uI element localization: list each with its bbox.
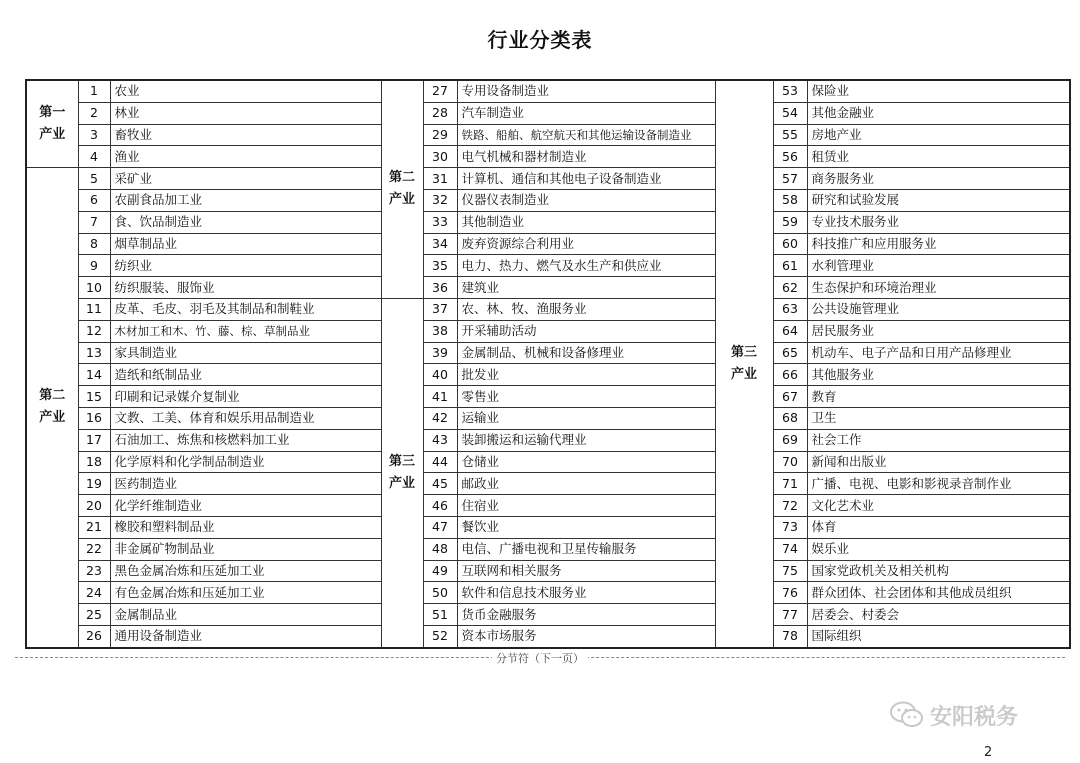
industry-code: 29 (423, 124, 457, 146)
industry-code: 22 (78, 538, 110, 560)
section-break-label (0, 650, 1080, 666)
industry-code: 50 (423, 582, 457, 604)
page-number: 2 (984, 745, 993, 760)
industry-code: 40 (423, 364, 457, 386)
industry-code: 61 (773, 255, 807, 277)
industry-code: 32 (423, 189, 457, 211)
industry-name: 开采辅助活动 (457, 320, 715, 342)
industry-code: 48 (423, 538, 457, 560)
industry-name: 木材加工和木、竹、藤、棕、草制品业 (110, 320, 381, 342)
table-row (26, 386, 1070, 408)
industry-code: 75 (773, 560, 807, 582)
industry-code: 6 (78, 189, 110, 211)
industry-code: 68 (773, 407, 807, 429)
industry-code: 2 (78, 102, 110, 124)
industry-name: 农副食品加工业 (110, 189, 381, 211)
industry-code: 57 (773, 168, 807, 190)
industry-name: 铁路、船舶、航空航天和其他运输设备制造业 (457, 124, 715, 146)
industry-code: 65 (773, 342, 807, 364)
table-row (26, 429, 1070, 451)
industry-name: 电信、广播电视和卫星传输服务 (457, 538, 715, 560)
industry-name: 娱乐业 (807, 538, 1070, 560)
industry-code: 25 (78, 604, 110, 626)
industry-code: 12 (78, 320, 110, 342)
industry-name: 非金属矿物制品业 (110, 538, 381, 560)
industry-code: 26 (78, 625, 110, 647)
industry-name: 邮政业 (457, 473, 715, 495)
industry-code: 52 (423, 625, 457, 647)
industry-name: 其他金融业 (807, 102, 1070, 124)
industry-name: 造纸和纸制品业 (110, 364, 381, 386)
industry-code: 71 (773, 473, 807, 495)
industry-code: 15 (78, 386, 110, 408)
industry-code: 66 (773, 364, 807, 386)
industry-code: 37 (423, 298, 457, 320)
industry-code: 45 (423, 473, 457, 495)
industry-name: 医药制造业 (110, 473, 381, 495)
industry-code: 72 (773, 495, 807, 517)
table-row (26, 582, 1070, 604)
table-row (26, 211, 1070, 233)
industry-code: 41 (423, 386, 457, 408)
industry-name: 专用设备制造业 (457, 80, 715, 102)
industry-code: 7 (78, 211, 110, 233)
industry-name: 纺织业 (110, 255, 381, 277)
industry-code: 4 (78, 146, 110, 168)
industry-name: 皮革、毛皮、羽毛及其制品和制鞋业 (110, 298, 381, 320)
industry-name: 农业 (110, 80, 381, 102)
industry-code: 21 (78, 516, 110, 538)
industry-name: 废弃资源综合利用业 (457, 233, 715, 255)
industry-name: 采矿业 (110, 168, 381, 190)
industry-name: 有色金属冶炼和压延加工业 (110, 582, 381, 604)
table-row (26, 298, 1070, 320)
industry-name: 零售业 (457, 386, 715, 408)
industry-name: 电气机械和器材制造业 (457, 146, 715, 168)
industry-name: 国家党政机关及相关机构 (807, 560, 1070, 582)
table-row (26, 364, 1070, 386)
industry-name: 畜牧业 (110, 124, 381, 146)
industry-name: 房地产业 (807, 124, 1070, 146)
industry-code: 17 (78, 429, 110, 451)
industry-name: 新闻和出版业 (807, 451, 1070, 473)
industry-code: 10 (78, 277, 110, 299)
table-row (26, 451, 1070, 473)
industry-code: 51 (423, 604, 457, 626)
industry-name: 黑色金属冶炼和压延加工业 (110, 560, 381, 582)
table-row (26, 473, 1070, 495)
table-row (26, 233, 1070, 255)
industry-code: 64 (773, 320, 807, 342)
industry-name: 保险业 (807, 80, 1070, 102)
category-tertiary-b: 第三 产业 (381, 298, 423, 647)
industry-code: 58 (773, 189, 807, 211)
category-primary: 第一 产业 (26, 80, 78, 168)
industry-name: 农、林、牧、渔服务业 (457, 298, 715, 320)
industry-name: 货币金融服务 (457, 604, 715, 626)
industry-name: 渔业 (110, 146, 381, 168)
industry-name: 家具制造业 (110, 342, 381, 364)
industry-name: 运输业 (457, 407, 715, 429)
industry-name: 教育 (807, 386, 1070, 408)
industry-name: 化学原料和化学制品制造业 (110, 451, 381, 473)
industry-name: 科技推广和应用服务业 (807, 233, 1070, 255)
table-row (26, 538, 1070, 560)
industry-code: 63 (773, 298, 807, 320)
industry-code: 70 (773, 451, 807, 473)
watermark (890, 695, 1018, 735)
industry-name: 通用设备制造业 (110, 625, 381, 647)
industry-name: 烟草制品业 (110, 233, 381, 255)
industry-name: 文教、工美、体育和娱乐用品制造业 (110, 407, 381, 429)
industry-name: 石油加工、炼焦和核燃料加工业 (110, 429, 381, 451)
industry-code: 11 (78, 298, 110, 320)
table-row (26, 625, 1070, 647)
industry-code: 60 (773, 233, 807, 255)
category-secondary-b: 第二 产业 (381, 80, 423, 298)
industry-code: 59 (773, 211, 807, 233)
industry-code: 31 (423, 168, 457, 190)
industry-name: 其他服务业 (807, 364, 1070, 386)
industry-name: 电力、热力、燃气及水生产和供应业 (457, 255, 715, 277)
industry-name: 卫生 (807, 407, 1070, 429)
industry-code: 44 (423, 451, 457, 473)
industry-name: 公共设施管理业 (807, 298, 1070, 320)
industry-name: 建筑业 (457, 277, 715, 299)
industry-name: 水利管理业 (807, 255, 1070, 277)
industry-name: 金属制品业 (110, 604, 381, 626)
industry-name: 软件和信息技术服务业 (457, 582, 715, 604)
industry-name: 体育 (807, 516, 1070, 538)
industry-name: 批发业 (457, 364, 715, 386)
industry-name: 文化艺术业 (807, 495, 1070, 517)
industry-name: 林业 (110, 102, 381, 124)
industry-classification-table (25, 79, 1071, 649)
table-row (26, 146, 1070, 168)
industry-name: 纺织服装、服饰业 (110, 277, 381, 299)
wechat-icon (890, 701, 924, 729)
industry-name: 其他制造业 (457, 211, 715, 233)
industry-code: 5 (78, 168, 110, 190)
table-row (26, 124, 1070, 146)
table-row (26, 320, 1070, 342)
industry-code: 9 (78, 255, 110, 277)
industry-code: 28 (423, 102, 457, 124)
industry-code: 67 (773, 386, 807, 408)
industry-code: 49 (423, 560, 457, 582)
industry-code: 78 (773, 625, 807, 647)
category-secondary-a: 第二 产业 (26, 168, 78, 648)
industry-code: 39 (423, 342, 457, 364)
industry-code: 46 (423, 495, 457, 517)
industry-code: 56 (773, 146, 807, 168)
table-row (26, 255, 1070, 277)
industry-name: 广播、电视、电影和影视录音制作业 (807, 473, 1070, 495)
industry-code: 30 (423, 146, 457, 168)
industry-name: 印刷和记录媒介复制业 (110, 386, 381, 408)
category-tertiary-c: 第三 产业 (715, 80, 773, 648)
table-row (26, 80, 1070, 102)
industry-code: 35 (423, 255, 457, 277)
industry-code: 36 (423, 277, 457, 299)
industry-name: 资本市场服务 (457, 625, 715, 647)
industry-code: 19 (78, 473, 110, 495)
industry-name: 群众团体、社会团体和其他成员组织 (807, 582, 1070, 604)
industry-code: 34 (423, 233, 457, 255)
industry-code: 76 (773, 582, 807, 604)
industry-code: 1 (78, 80, 110, 102)
industry-code: 14 (78, 364, 110, 386)
industry-code: 18 (78, 451, 110, 473)
industry-name: 社会工作 (807, 429, 1070, 451)
industry-name: 装卸搬运和运输代理业 (457, 429, 715, 451)
industry-code: 54 (773, 102, 807, 124)
table-row (26, 407, 1070, 429)
industry-code: 8 (78, 233, 110, 255)
industry-name: 研究和试验发展 (807, 189, 1070, 211)
table-row (26, 342, 1070, 364)
industry-code: 27 (423, 80, 457, 102)
industry-name: 汽车制造业 (457, 102, 715, 124)
industry-name: 生态保护和环境治理业 (807, 277, 1070, 299)
industry-code: 3 (78, 124, 110, 146)
industry-name: 橡胶和塑料制品业 (110, 516, 381, 538)
industry-name: 餐饮业 (457, 516, 715, 538)
industry-code: 53 (773, 80, 807, 102)
industry-name: 计算机、通信和其他电子设备制造业 (457, 168, 715, 190)
industry-name: 国际组织 (807, 625, 1070, 647)
table-row (26, 516, 1070, 538)
industry-name: 金属制品、机械和设备修理业 (457, 342, 715, 364)
industry-name: 商务服务业 (807, 168, 1070, 190)
industry-name: 食、饮品制造业 (110, 211, 381, 233)
industry-code: 33 (423, 211, 457, 233)
table-row (26, 604, 1070, 626)
industry-code: 62 (773, 277, 807, 299)
industry-name: 居民服务业 (807, 320, 1070, 342)
table-row (26, 495, 1070, 517)
industry-name: 机动车、电子产品和日用产品修理业 (807, 342, 1070, 364)
industry-code: 69 (773, 429, 807, 451)
table-row (26, 277, 1070, 299)
industry-name: 互联网和相关服务 (457, 560, 715, 582)
industry-code: 77 (773, 604, 807, 626)
industry-name: 租赁业 (807, 146, 1070, 168)
table-row (26, 560, 1070, 582)
industry-name: 住宿业 (457, 495, 715, 517)
page-title: 行业分类表 (487, 28, 593, 52)
industry-name: 仓储业 (457, 451, 715, 473)
table-row (26, 189, 1070, 211)
industry-code: 20 (78, 495, 110, 517)
industry-code: 42 (423, 407, 457, 429)
industry-code: 74 (773, 538, 807, 560)
industry-code: 23 (78, 560, 110, 582)
industry-name: 居委会、村委会 (807, 604, 1070, 626)
industry-code: 13 (78, 342, 110, 364)
industry-code: 43 (423, 429, 457, 451)
industry-code: 73 (773, 516, 807, 538)
table-row (26, 102, 1070, 124)
industry-code: 55 (773, 124, 807, 146)
industry-name: 专业技术服务业 (807, 211, 1070, 233)
industry-name: 化学纤维制造业 (110, 495, 381, 517)
industry-code: 38 (423, 320, 457, 342)
section-break-text: 分节符（下一页） (492, 652, 588, 665)
table-body (26, 80, 1070, 648)
industry-name: 仪器仪表制造业 (457, 189, 715, 211)
watermark-text: 安阳税务 (930, 704, 1019, 730)
table-row (26, 168, 1070, 190)
industry-code: 24 (78, 582, 110, 604)
industry-code: 16 (78, 407, 110, 429)
industry-code: 47 (423, 516, 457, 538)
